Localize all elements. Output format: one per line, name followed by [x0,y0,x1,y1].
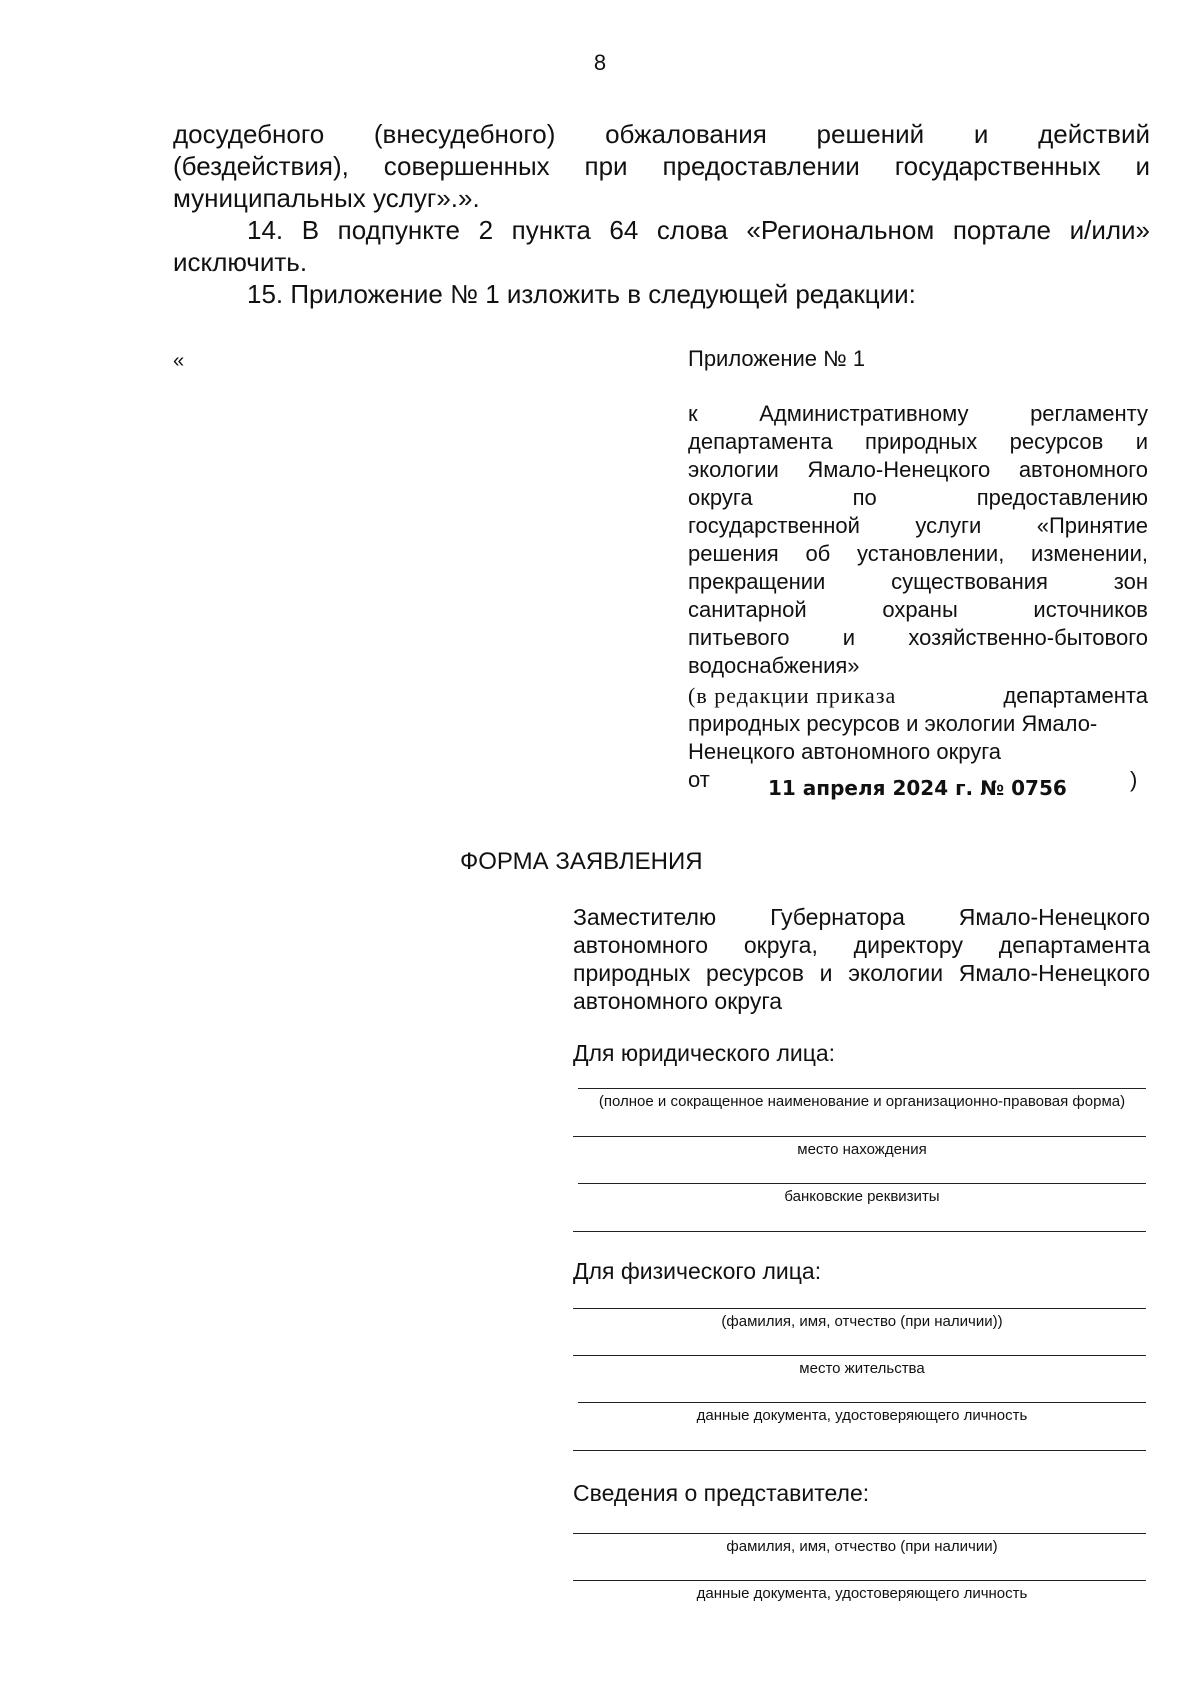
appendix-line: государственной услуги «Принятие [688,513,1148,538]
close-paren: ) [1130,767,1138,792]
legal-name-line[interactable] [578,1088,1146,1089]
addressee-line: автономного округа, директору департамента [573,932,1150,958]
edit-note-line2: природных ресурсов и экологии Ямало- [688,711,1098,736]
representative-label: Сведения о представителе: [573,1480,870,1506]
legal-bank-line[interactable] [578,1183,1146,1184]
edit-note-prefix: (в редакции приказа [688,683,897,708]
individual-extra-line[interactable] [573,1450,1146,1451]
item-14: 14. В подпункте 2 пункта 64 слова «Региональном портале и/или» [247,215,1150,245]
legal-location-line[interactable] [573,1136,1146,1137]
appendix-line: решения об установлении, изменении, [688,541,1148,566]
edit-note-rest: департамента [1003,683,1148,708]
order-date-number: 11 апреля 2024 г. № 0756 [768,776,1067,800]
body-line: (бездействия), совершенных при предоставлении государственных и [173,151,1150,181]
appendix-body [688,400,1148,680]
individual-label: Для физического лица: [573,1258,822,1284]
individual-name-caption: (фамилия, имя, отчество (при наличии)) [721,1313,1003,1330]
addressee-block [573,903,1150,1015]
page-number: 8 [593,50,607,75]
appendix-title: Приложение № 1 [688,346,866,371]
body-line: муниципальных услуг».». [173,183,480,213]
legal-entity-label: Для юридического лица: [573,1040,836,1066]
addressee-line: автономного округа [573,988,782,1014]
representative-id-line[interactable] [573,1580,1146,1581]
addressee-line: Заместителю Губернатора Ямало-Ненецкого [573,904,1150,930]
item-14-cont: исключить. [173,247,308,277]
appendix-line: округа по предоставлению [688,485,1148,510]
form-title: ФОРМА ЗАЯВЛЕНИЯ [460,848,703,875]
representative-name-caption: фамилия, имя, отчество (при наличии) [726,1538,998,1555]
individual-residence-caption: место жительства [799,1360,925,1377]
item-15: 15. Приложение № 1 изложить в следующей редакции: [247,279,916,309]
addressee-line: природных ресурсов и экологии Ямало-Ненецкого [573,960,1150,986]
open-quote: « [173,350,185,372]
appendix-line: департамента природных ресурсов и [688,429,1148,454]
appendix-line: прекращении существования зон [688,569,1148,594]
legal-bank-caption: банковские реквизиты [784,1188,940,1205]
representative-id-caption: данные документа, удостоверяющего личность [696,1585,1028,1602]
edit-note-line3: Ненецкого автономного округа [688,739,1002,764]
individual-name-line[interactable] [573,1308,1146,1309]
appendix-line: питьевого и хозяйственно-бытового [688,625,1148,650]
legal-extra-line[interactable] [573,1231,1146,1232]
body-line: досудебного (внесудебного) обжалования решений и действий [173,119,1150,149]
appendix-line: санитарной охраны источников [688,597,1148,622]
appendix-line: экологии Ямало-Ненецкого автономного [688,457,1148,482]
representative-name-line[interactable] [573,1533,1146,1534]
appendix-line: к Административному регламенту [688,401,1148,426]
legal-name-caption: (полное и сокращенное наименование и организационно-правовая форма) [598,1093,1126,1110]
individual-residence-line[interactable] [573,1355,1146,1356]
from-label: от [688,767,710,792]
individual-id-caption: данные документа, удостоверяющего личность [696,1407,1028,1424]
appendix-line: водоснабжения» [688,653,860,678]
individual-id-line[interactable] [578,1402,1146,1403]
legal-location-caption: место нахождения [797,1141,927,1158]
edit-note-line1 [688,682,1148,710]
